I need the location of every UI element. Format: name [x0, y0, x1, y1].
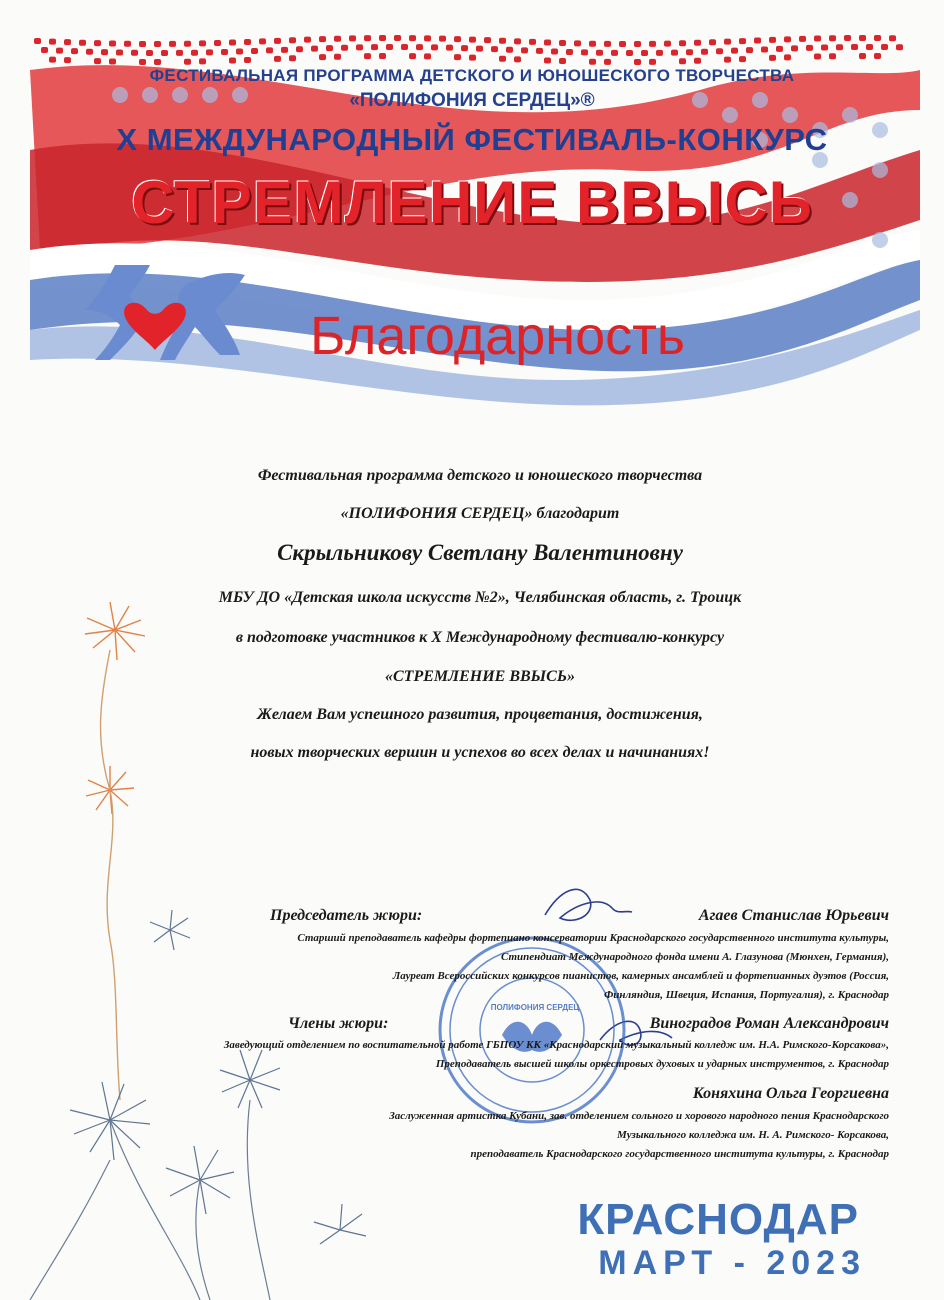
pattern-dot — [754, 37, 761, 43]
pattern-dot — [791, 45, 798, 51]
body-line-2: «ПОЛИФОНИЯ СЕРДЕЦ» благодарит — [340, 505, 620, 522]
pattern-dot — [859, 35, 866, 41]
pattern-dot — [221, 49, 228, 55]
pattern-dot — [334, 54, 341, 60]
jury-member-2-description: Заслуженная артистка Кубани, зав. отделением сольного и хорового народного пения Краснодарского Музыкального колледжа им. Н. А. Римского- Корсакова, преподаватель Краснодарского государственного института культуры, г. Краснодар — [389, 1110, 889, 1160]
pattern-dot — [634, 41, 641, 47]
pattern-dot — [236, 49, 243, 55]
pattern-dot — [124, 41, 131, 47]
pattern-dot — [79, 40, 86, 46]
pattern-dot — [214, 40, 221, 46]
pattern-dot — [379, 35, 386, 41]
pattern-dot — [604, 59, 611, 65]
pattern-dot — [814, 36, 821, 42]
pattern-dot — [139, 59, 146, 65]
pattern-dot — [229, 40, 236, 46]
event-date: МАРТ - 2023 — [598, 1244, 866, 1282]
pattern-dot — [341, 45, 348, 51]
pattern-dot — [176, 50, 183, 56]
pattern-dot — [64, 39, 71, 45]
pattern-dot — [274, 56, 281, 62]
wish-line-2: новых творческих вершин и успехов во всех делах и начинаниях! — [250, 744, 710, 761]
pattern-dot — [469, 37, 476, 43]
pattern-dot — [889, 35, 896, 41]
pattern-dot — [724, 57, 731, 63]
pattern-dot — [484, 37, 491, 43]
pattern-dot — [694, 58, 701, 64]
pattern-dot — [244, 39, 251, 45]
pattern-dot — [161, 50, 168, 56]
pattern-dot — [94, 58, 101, 64]
pattern-dot — [836, 44, 843, 50]
pattern-dot — [41, 47, 48, 53]
svg-text:ПОЛИФОНИЯ СЕРДЕЦ: ПОЛИФОНИЯ СЕРДЕЦ — [490, 1003, 580, 1012]
pattern-dot — [649, 59, 656, 65]
pattern-dot — [814, 54, 821, 60]
jury-chair-description: Старший преподаватель кафедры фортепиано консерватории Краснодарского государственного института культуры, Стипендиат Международного фонда имени А. Глазунова (Мюнхен, Германия), Лауреат Всероссийских конкурсов пианистов, камерных ансамблей и фортепианных дуэтов (Россия, Финляндия, Швеция, Испания, Португалия), г. Краснодар — [297, 932, 889, 1001]
pattern-dot — [101, 49, 108, 55]
pattern-dot — [154, 59, 161, 65]
pattern-dot — [394, 35, 401, 41]
stamp-center-text — [490, 1000, 580, 1030]
festival-edition: X МЕЖДУНАРОДНЫЙ ФЕСТИВАЛЬ-КОНКУРС — [116, 122, 828, 157]
pattern-dot — [379, 53, 386, 59]
pattern-dot — [746, 47, 753, 53]
pattern-dot — [371, 44, 378, 50]
pattern-dot — [409, 35, 416, 41]
pattern-dot — [461, 45, 468, 51]
pattern-dot — [514, 56, 521, 62]
pattern-dot — [364, 35, 371, 41]
pattern-dot — [86, 49, 93, 55]
pattern-dot — [821, 45, 828, 51]
pattern-dot — [701, 49, 708, 55]
pattern-dot — [386, 44, 393, 50]
pattern-dot — [641, 50, 648, 56]
pattern-dot — [199, 40, 206, 46]
pattern-dot — [281, 47, 288, 53]
pattern-dot — [109, 41, 116, 47]
pattern-dot — [431, 44, 438, 50]
pattern-dot — [604, 41, 611, 47]
pattern-dot — [694, 40, 701, 46]
pattern-dot — [731, 48, 738, 54]
pattern-dot — [94, 40, 101, 46]
pattern-dot — [289, 37, 296, 43]
pattern-dot — [191, 50, 198, 56]
pattern-dot — [761, 46, 768, 52]
pattern-dot — [439, 36, 446, 42]
pattern-dot — [401, 44, 408, 50]
recipient-institution: МБУ ДО «Детская школа искусств №2», Челябинская область, г. Троицк — [218, 589, 742, 606]
pattern-dot — [259, 38, 266, 44]
pattern-dot — [626, 50, 633, 56]
pattern-dot — [469, 55, 476, 61]
pattern-dot — [551, 48, 558, 54]
chair-signature — [545, 889, 632, 920]
pattern-dot — [71, 48, 78, 54]
pattern-dot — [184, 59, 191, 65]
award-title: Благодарность — [310, 306, 686, 366]
pattern-dot — [679, 58, 686, 64]
program-name: «ПОЛИФОНИЯ СЕРДЕЦ»® — [349, 90, 595, 111]
pattern-dot — [896, 44, 903, 50]
pattern-dot — [739, 56, 746, 62]
pattern-dot — [274, 38, 281, 44]
pattern-dot — [716, 48, 723, 54]
pattern-dot — [634, 59, 641, 65]
jury-member-2-name: Коняхина Ольга Георгиевна — [692, 1085, 889, 1102]
jury-members-label: Члены жюри: — [288, 1015, 389, 1032]
pattern-dot — [154, 41, 161, 47]
pattern-dot — [49, 39, 56, 45]
pattern-dot — [671, 50, 678, 56]
pattern-dot — [326, 45, 333, 51]
city-name: КРАСНОДАР — [577, 1195, 859, 1244]
pattern-dot — [649, 41, 656, 47]
recipient-name: Скрыльникову Светлану Валентиновну — [277, 540, 683, 565]
pattern-dot — [544, 39, 551, 45]
pattern-dot — [521, 47, 528, 53]
pattern-dot — [596, 50, 603, 56]
pattern-dot — [364, 53, 371, 59]
pattern-dot — [874, 35, 881, 41]
pattern-dot — [424, 53, 431, 59]
jury-member-1-description: Заведующий отделением по воспитательной работе ГБПОУ КК «Краснодарский музыкальный колледж им. Н.А. Римского-Корсакова», Преподаватель высшей школы оркестровых духовых и ударных инструментов, г. Краснодар — [223, 1039, 889, 1070]
pattern-dot — [319, 36, 326, 42]
pattern-dot — [874, 53, 881, 59]
pattern-dot — [416, 44, 423, 50]
pattern-dot — [769, 55, 776, 61]
pattern-dot — [476, 46, 483, 52]
pattern-dot — [739, 38, 746, 44]
pattern-dot — [656, 50, 663, 56]
pattern-dot — [206, 49, 213, 55]
pattern-dot — [829, 35, 836, 41]
body-line-1: Фестивальная программа детского и юношеского творчества — [257, 467, 703, 484]
pattern-dot — [664, 41, 671, 47]
pattern-dot — [881, 44, 888, 50]
pattern-dot — [776, 46, 783, 52]
pattern-dot — [296, 46, 303, 52]
floral-ornament — [85, 602, 145, 1100]
pattern-dot — [356, 44, 363, 50]
pattern-dot — [581, 49, 588, 55]
pattern-dot — [559, 40, 566, 46]
pattern-dot — [499, 56, 506, 62]
pattern-dot — [409, 53, 416, 59]
award-reason: в подготовке участников к X Международному фестивалю-конкурсу — [235, 629, 725, 646]
pattern-dot — [289, 55, 296, 61]
pattern-dot — [851, 44, 858, 50]
pattern-dot — [446, 45, 453, 51]
pattern-dot — [266, 47, 273, 53]
pattern-dot — [566, 49, 573, 55]
jury-chair-label: Председатель жюри: — [270, 907, 423, 924]
pattern-dot — [536, 48, 543, 54]
pattern-dot — [109, 59, 116, 65]
pattern-dot — [679, 40, 686, 46]
pattern-dot — [184, 41, 191, 47]
pattern-dot — [139, 41, 146, 47]
pattern-dot — [34, 38, 41, 44]
pattern-dot — [529, 39, 536, 45]
pattern-dot — [589, 41, 596, 47]
pattern-dot — [334, 36, 341, 42]
pattern-dot — [866, 44, 873, 50]
pattern-dot — [799, 36, 806, 42]
pattern-dot — [304, 37, 311, 43]
pattern-dot — [499, 38, 506, 44]
pattern-dot — [244, 57, 251, 63]
pattern-dot — [724, 39, 731, 45]
pattern-dot — [844, 35, 851, 41]
pattern-dot — [116, 50, 123, 56]
pattern-dot — [169, 41, 176, 47]
pattern-dot — [56, 48, 63, 54]
pattern-dot — [424, 35, 431, 41]
program-line: ФЕСТИВАЛЬНАЯ ПРОГРАММА ДЕТСКОГО И ЮНОШЕСКОГО ТВОРЧЕСТВА — [149, 66, 795, 85]
pattern-dot — [544, 57, 551, 63]
jury-chair-name: Агаев Станислав Юрьевич — [698, 907, 889, 924]
pattern-dot — [829, 53, 836, 59]
pattern-dot — [199, 58, 206, 64]
pattern-dot — [311, 46, 318, 52]
pattern-dot — [454, 54, 461, 60]
pattern-dot — [619, 41, 626, 47]
pattern-dot — [709, 39, 716, 45]
pattern-dot — [491, 46, 498, 52]
pattern-dot — [454, 36, 461, 42]
pattern-dot — [146, 50, 153, 56]
pattern-dot — [559, 58, 566, 64]
pattern-dot — [349, 35, 356, 41]
pattern-dot — [64, 57, 71, 63]
pattern-dot — [574, 40, 581, 46]
pattern-dot — [49, 57, 56, 63]
pattern-dot — [686, 49, 693, 55]
pattern-dot — [589, 59, 596, 65]
pattern-dot — [611, 50, 618, 56]
pattern-dot — [229, 58, 236, 64]
dot-pattern — [34, 35, 903, 65]
pattern-dot — [806, 45, 813, 51]
pattern-dot — [514, 38, 521, 44]
pattern-dot — [131, 50, 138, 56]
pattern-dot — [319, 54, 326, 60]
pattern-dot — [769, 37, 776, 43]
pattern-dot — [784, 36, 791, 42]
festival-title: СТРЕМЛЕНИЕ ВВЫСЬ — [131, 169, 813, 236]
pattern-dot — [506, 47, 513, 53]
pattern-dot — [784, 54, 791, 60]
jury-member-1-name: Виноградов Роман Александрович — [649, 1015, 889, 1032]
festival-name: «СТРЕМЛЕНИЕ ВВЫСЬ» — [385, 668, 575, 685]
pattern-dot — [859, 53, 866, 59]
pattern-dot — [251, 48, 258, 54]
wish-line-1: Желаем Вам успешного развития, процветания, достижения, — [257, 706, 703, 723]
